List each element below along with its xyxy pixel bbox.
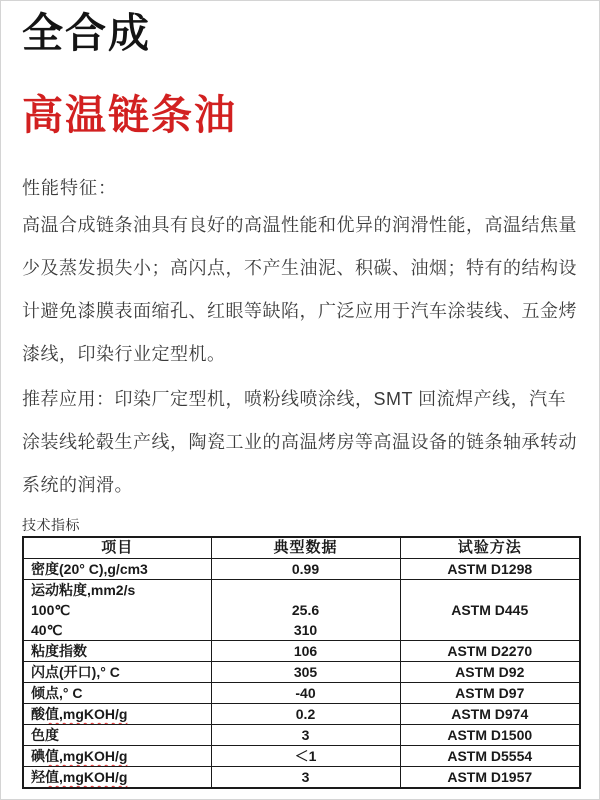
spec-item-cell: 羟值,mgKOH/g [23, 767, 211, 789]
application-paragraph: 推荐应用：印染厂定型机，喷粉线喷涂线，SMT 回流焊产线，汽车涂装线轮毂生产线，陶瓷工业的高温烤房等高温设备的链条轴承转动系统的润滑。 [22, 389, 577, 495]
table-row [23, 580, 580, 641]
spec-method-cell: ASTM D92 [400, 662, 580, 683]
performance-heading: 性能特征： [22, 178, 117, 198]
table-row [23, 559, 580, 580]
spec-method-cell: ASTM D445 [400, 580, 580, 641]
table-row [23, 683, 580, 704]
spec-value-cell: 305 [211, 662, 400, 683]
spec-value-cell: 106 [211, 641, 400, 662]
spec-table-body [23, 559, 580, 789]
spec-value-cell: 3 [211, 767, 400, 789]
product-title: 全合成 [22, 10, 151, 56]
spec-item-cell: 粘度指数 [23, 641, 211, 662]
product-subtitle: 高温链条油 [22, 92, 237, 138]
spec-item-cell: 倾点,° C [23, 683, 211, 704]
table-row [23, 725, 580, 746]
spec-method-cell: ASTM D97 [400, 683, 580, 704]
spec-value-cell: 0.2 [211, 704, 400, 725]
spec-method-cell: ASTM D974 [400, 704, 580, 725]
spec-table [22, 536, 581, 789]
spellcheck-squiggle: 值,mgKOH/g [45, 748, 128, 764]
column-header: 典型数据 [211, 537, 400, 559]
spellcheck-squiggle: 值,mgKOH/g [45, 769, 128, 785]
spec-value-cell: 0.99 [211, 559, 400, 580]
spec-method-cell: ASTM D2270 [400, 641, 580, 662]
table-row [23, 704, 580, 725]
column-header: 试验方法 [400, 537, 580, 559]
spec-item-cell: 碘值,mgKOH/g [23, 746, 211, 767]
spec-value-cell: 25.6 310 [211, 580, 400, 641]
spec-method-cell: ASTM D1298 [400, 559, 580, 580]
spec-value-cell: ＜1 [211, 746, 400, 767]
spec-item-cell: 运动粘度,mm2/s 100℃ 40℃ [23, 580, 211, 641]
spec-method-cell: ASTM D1500 [400, 725, 580, 746]
spec-item-cell: 酸值,mgKOH/g [23, 704, 211, 725]
spec-method-cell: ASTM D5554 [400, 746, 580, 767]
spec-table-label: 技术指标 [22, 517, 80, 533]
table-row [23, 767, 580, 789]
table-row [23, 641, 580, 662]
spellcheck-squiggle: 值,mgKOH/g [45, 706, 128, 722]
spec-method-cell: ASTM D1957 [400, 767, 580, 789]
spec-item-cell: 闪点(开口),° C [23, 662, 211, 683]
column-header: 项目 [23, 537, 211, 559]
spec-item-cell: 密度(20° C),g/cm3 [23, 559, 211, 580]
spec-value-cell: -40 [211, 683, 400, 704]
table-row [23, 746, 580, 767]
spec-value-cell: 3 [211, 725, 400, 746]
spec-item-cell: 色度 [23, 725, 211, 746]
spec-table-header-row [23, 537, 580, 559]
performance-paragraph: 高温合成链条油具有良好的高温性能和优异的润滑性能，高温结焦量少及蒸发损失小；高闪点，不产生油泥、积碳、油烟；特有的结构设计避免漆膜表面缩孔、红眼等缺陷，广泛应用于汽车涂装线、五金烤漆线，印染行业定型机。 [22, 215, 577, 364]
table-row [23, 662, 580, 683]
